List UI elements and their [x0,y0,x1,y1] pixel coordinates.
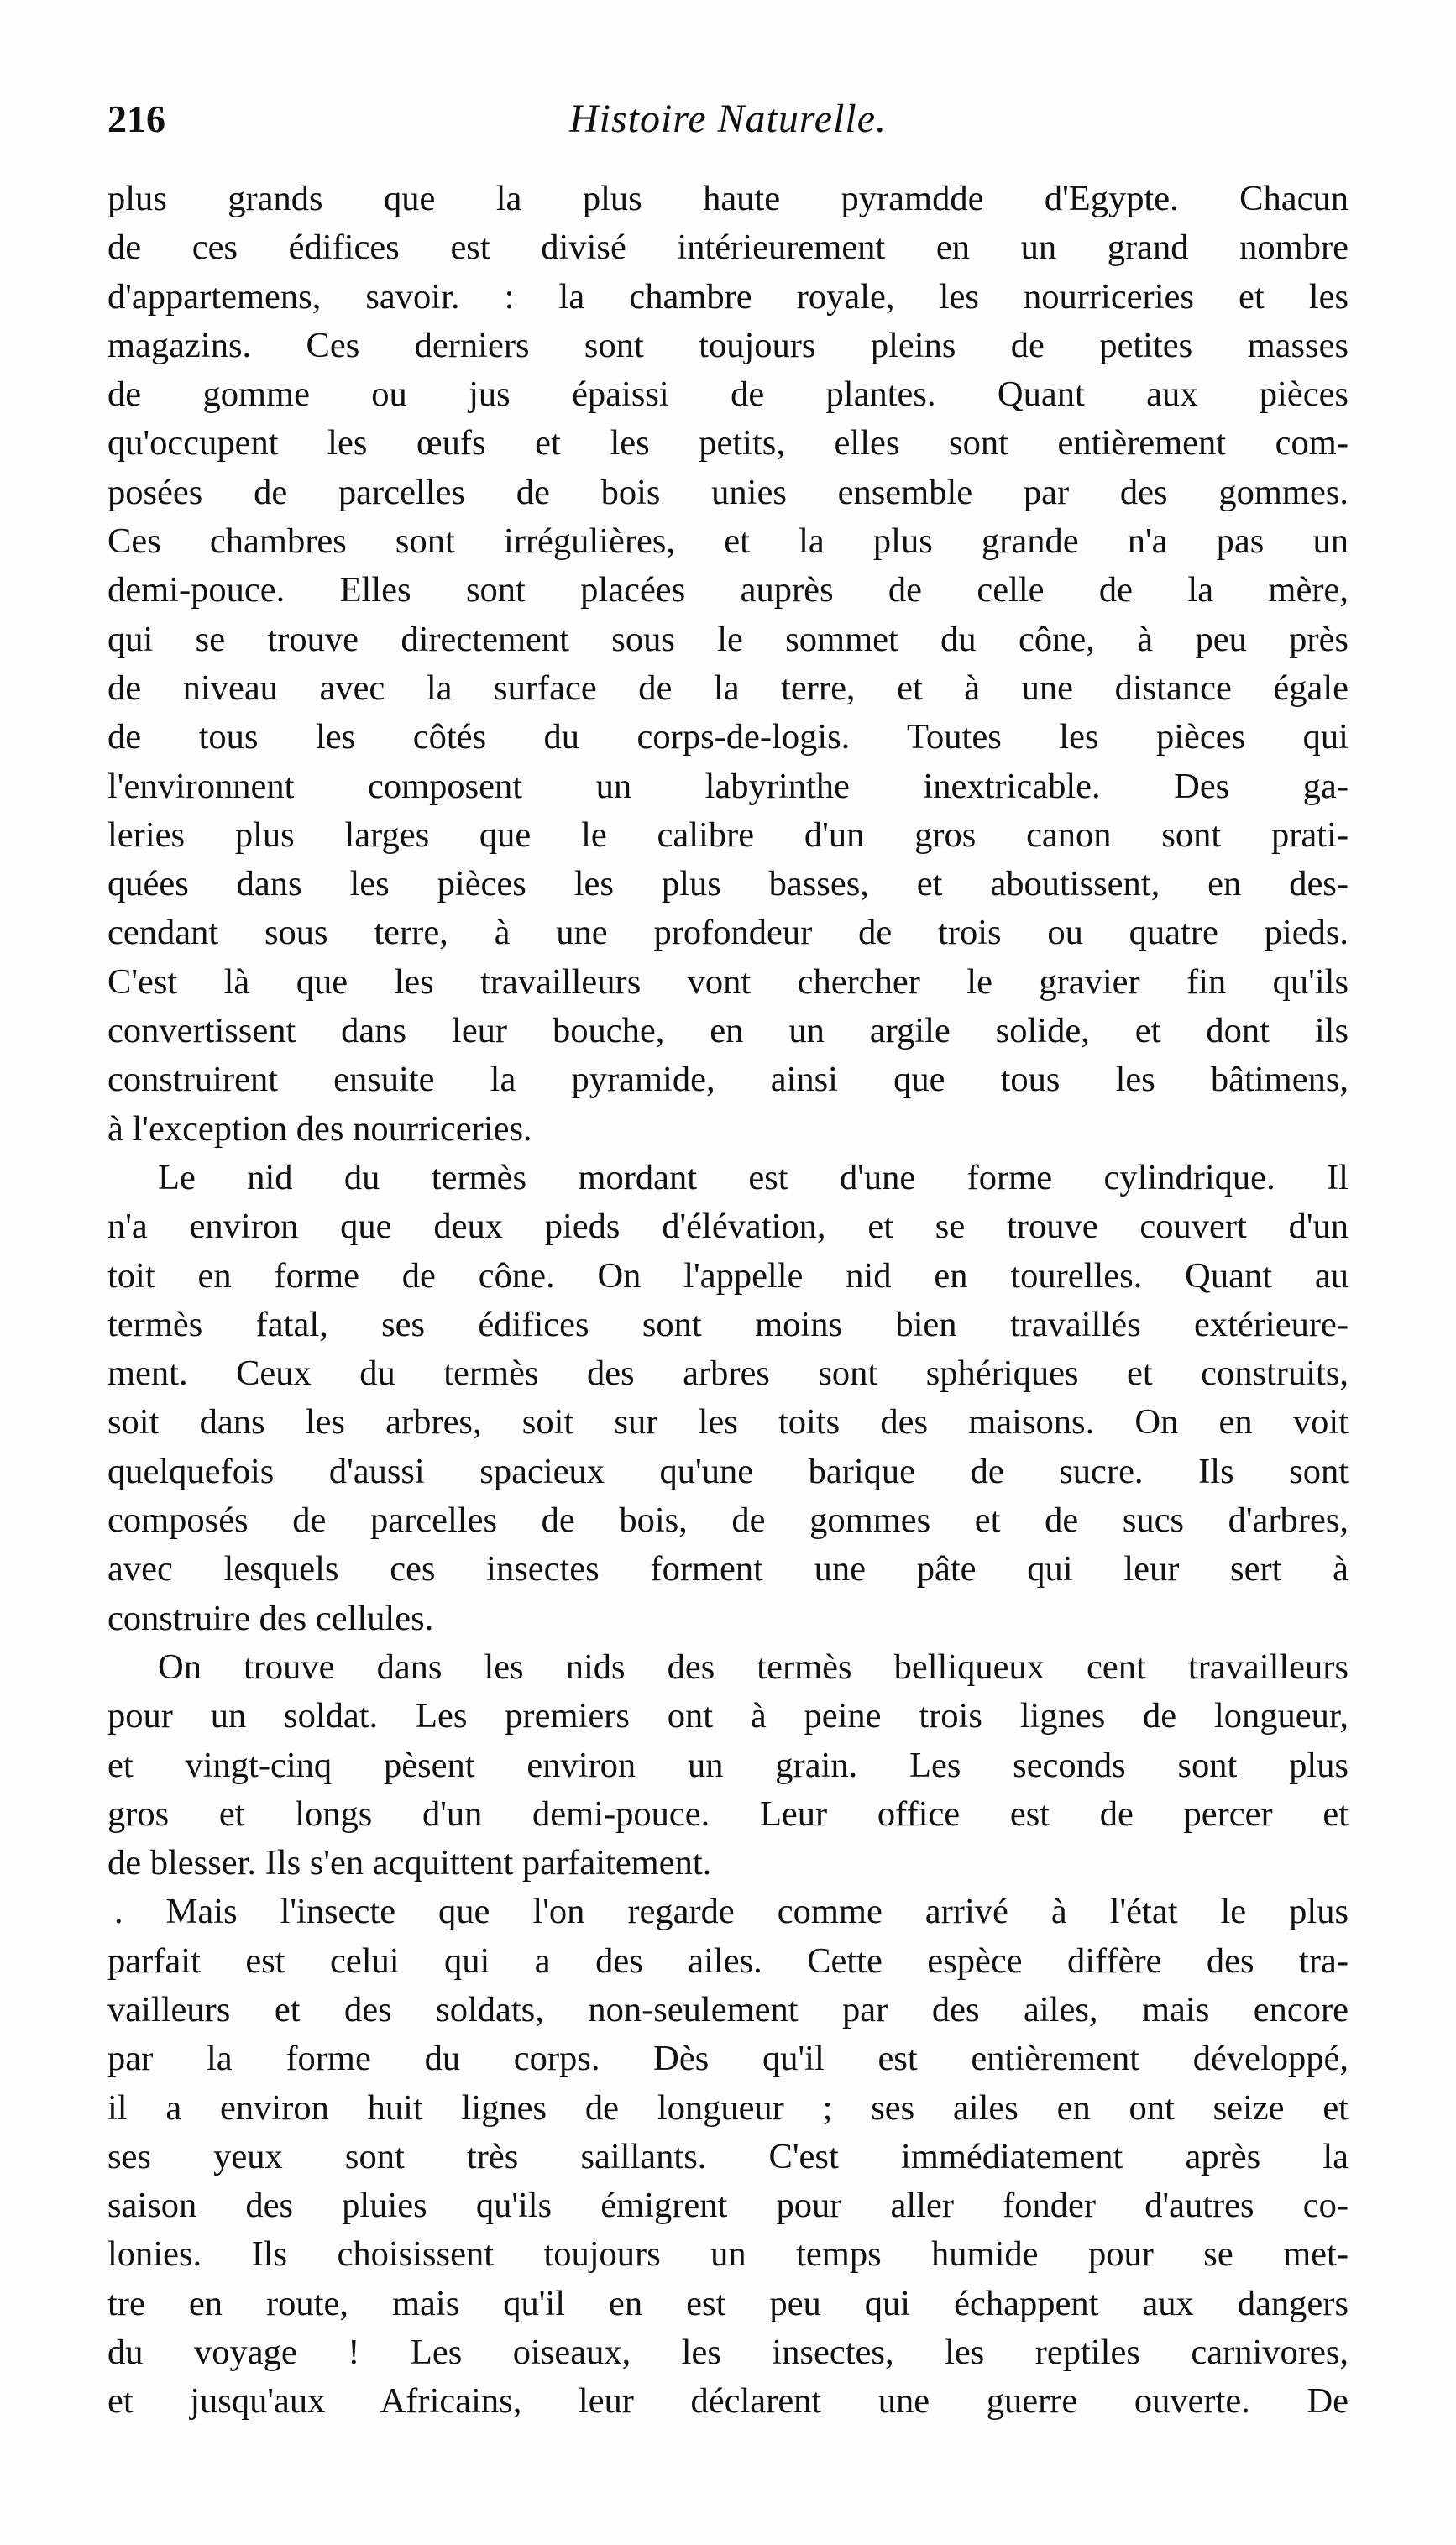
text-line: qui se trouve directement sous le sommet du cône, à peu près [107,619,1349,659]
text-line: tre en route, mais qu'il en est peu qui échappent aux dangers [107,2283,1349,2323]
page-number: 216 [107,97,165,140]
text-line: l'environnent composent un labyrinthe inextricable. Des ga- [107,766,1349,806]
text-line: construire des cellules. [107,1598,434,1638]
text-line: vailleurs et des soldats, non-seulement par des ailes, mais encore [107,1989,1349,2029]
text-line: construirent ensuite la pyramide, ainsi que tous les bâtimens, [107,1060,1349,1100]
text-line: quées dans les pièces les plus basses, et aboutissent, en des- [107,864,1349,904]
text-line: Ces chambres sont irrégulières, et la plus grande n'a pas un [107,521,1349,562]
text-line: posées de parcelles de bois unies ensemble par des gommes. [107,472,1349,512]
text-line: de blesser. Ils s'en acquittent parfaitement. [107,1843,712,1883]
text-line: plus grands que la plus haute pyramdde d'Egypte. Chacun [107,179,1349,218]
text-line: quelquefois d'aussi spacieux qu'une barique de sucre. Ils sont [107,1451,1349,1491]
text-line: par la forme du corps. Dès qu'il est entièrement développé, [107,2039,1349,2079]
text-line: convertissent dans leur bouche, en un argile solide, et dont ils [107,1011,1349,1051]
text-line: il a environ huit lignes de longueur ; ses ailes en ont seize et [107,2087,1349,2128]
text-line: pour un soldat. Les premiers ont à peine trois lignes de longueur, [107,1696,1349,1736]
text-line: ment. Ceux du termès des arbres sont sphériques et construits, [107,1354,1349,1394]
text-line: de tous les côtés du corps-de-logis. Toutes les pièces qui [107,717,1349,757]
text-line: avec lesquels ces insectes forment une pâte qui leur sert à [107,1549,1349,1589]
text-line: qu'occupent les œufs et les petits, elles sont entièrement com- [107,423,1349,463]
body-text [107,175,1349,2427]
text-line: d'appartemens, savoir. : la chambre royale, les nourriceries et les [107,276,1349,317]
text-line: de niveau avec la surface de la terre, et à une distance égale [107,668,1349,708]
text-line: termès fatal, ses édifices sont moins bien travaillés extérieure- [107,1304,1349,1344]
text-line: demi-pouce. Elles sont placées auprès de celle de la mère, [107,570,1349,610]
text-line: composés de parcelles de bois, de gommes et de sucs d'arbres, [107,1500,1349,1541]
text-line: lonies. Ils choisissent toujours un temps humide pour se met- [107,2234,1349,2275]
running-title: Histoire Naturelle. [568,97,888,141]
text-line: soit dans les arbres, soit sur les toits des maisons. On en voit [107,1402,1349,1443]
text-line: n'a environ que deux pieds d'élévation, et se trouve couvert d'un [107,1207,1349,1247]
text-line: de ces édifices est divisé intérieurement en un grand nombre [107,228,1349,268]
text-line: et jusqu'aux Africains, leur déclarent une guerre ouverte. De [107,2381,1349,2422]
text-line: du voyage ! Les oiseaux, les insectes, les reptiles carnivores, [107,2333,1349,2373]
text-line: magazins. Ces derniers sont toujours pleins de petites masses [107,325,1349,365]
text-line: toit en forme de cône. On l'appelle nid en tourelles. Quant au [107,1255,1349,1296]
text-line: leries plus larges que le calibre d'un gros canon sont prati- [107,814,1349,855]
text-line: de gomme ou jus épaissi de plantes. Quant aux pièces [107,374,1349,415]
text-line: gros et longs d'un demi-pouce. Leur office est de percer et [107,1794,1349,1834]
text-line: à l'exception des nourriceries. [107,1108,532,1149]
text-line: ses yeux sont très saillants. C'est immédiatement après la [107,2136,1349,2176]
page-header [107,94,1349,153]
text-line: . Mais l'insecte que l'on regarde comme arrivé à l'état le plus [114,1892,1349,1932]
text-line: cendant sous terre, à une profondeur de trois ou quatre pieds. [107,913,1349,953]
text-line: C'est là que les travailleurs vont chercher le gravier fin qu'ils [107,961,1349,1002]
text-line: et vingt-cinq pèsent environ un grain. Les seconds sont plus [107,1745,1349,1785]
text-line: parfait est celui qui a des ailes. Cette espèce diffère des tra- [107,1940,1349,1981]
text-line: saison des pluies qu'ils émigrent pour aller fonder d'autres co- [107,2186,1349,2226]
text-line: Le nid du termès mordant est d'une forme cylindrique. Il [158,1157,1349,1197]
text-line: On trouve dans les nids des termès belliqueux cent travailleurs [158,1647,1349,1687]
